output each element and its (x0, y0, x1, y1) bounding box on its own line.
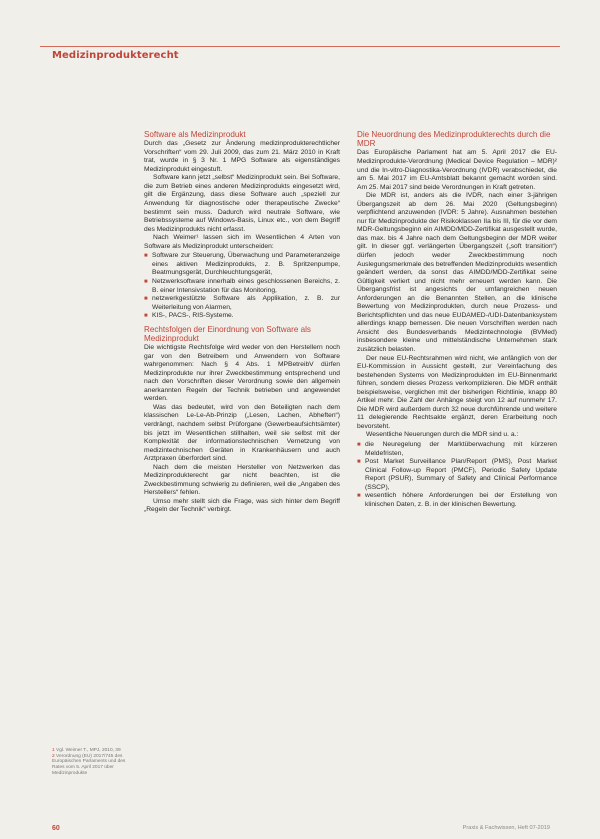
left-paragraph-2: Software kann jetzt „selbst“ Medizinprodukt sein. Bei Software, die zum Betrieb eines anderen Medizinprodukts eingesetzt wird, gilt die Ergänzung, dass diese Software auch „speziell zur Anwendung für diagnostische oder therapeutische Zwecke“ bestimmt sein muss. Dadurch wird neutrale Software, wie Betriebssysteme auf Windows-Basis, Linux etc., von dem Begriff des Medizinprodukts nicht erfasst. (144, 174, 340, 233)
page-number: 60 (52, 825, 60, 832)
bullet-icon: ■ (144, 278, 148, 285)
list-item: ■ wesentlich höhere Anforderungen bei der Erstellung von klinischen Daten, z. B. in der klinischen Bewertung. (357, 492, 557, 508)
list-item: ■ Netzwerksoftware innerhalb eines geschlossenen Bereichs, z. B. einer Intensivstation für das Monitoring, (144, 277, 340, 294)
right-paragraph-4: Wesentliche Neuerungen durch die MDR sind u. a.: (366, 431, 519, 439)
footnote: 2 Verordnung (EU) 2017/745 des Europäischen Parlaments und des Rates vom 5. April 2017 über Medizinprodukte (52, 753, 126, 776)
bullet-icon: ■ (144, 296, 148, 303)
left-heading-2: Rechtsfolgen der Einordnung von Software als Medizinprodukt (144, 324, 311, 343)
right-column (357, 130, 557, 510)
bullet-icon: ■ (144, 313, 148, 320)
running-head: Medizinprodukterecht (52, 50, 179, 61)
left-bullet-list (144, 252, 340, 320)
left-heading-1: Software als Medizinprodukt (144, 130, 246, 139)
right-heading-1: Die Neuordnung des Medizinprodukterechts durch die MDR (357, 130, 551, 149)
list-item: ■ netzwerkgestützte Software als Applikation, z. B. zur Weiterleitung von Alarmen, (144, 295, 340, 311)
list-item: ■ KIS-, PACS-, RIS-Systeme. (144, 312, 234, 320)
left-paragraph-5: Was das bedeutet, wird von den Beteiligten nach dem klassischen Le-Le-Ab-Prinzip („Lesen, Lachen, Abheften“) verdrängt, nachdem selbst Prüforgane (Gewerbeaufsichtsämter) bis jetzt im Wesentlichen stillhalten, weil sie selbst mit der Komplexität der informationstechnischen Vernetzung von medizintechnischen Geräten in Krankenhäusern und auch Arztpraxen überfordert sind. (144, 403, 340, 463)
left-paragraph-1: Durch das „Gesetz zur Änderung medizinprodukterechtlicher Vorschriften“ vom 29. Juli 2009, das zum 21. März 2010 in Kraft trat, wurde in § 3 Nr. 1 MPG Software als eigenständiges Medizinprodukt eingestuft. (144, 140, 340, 173)
right-paragraph-3: Der neue EU-Rechtsrahmen wird nicht, wie anfänglich von der EU-Kommission in Aussicht gestellt, zur Vereinfachung des bestehenden Systems von Medizinprodukten im EU-Binnenmarkt führen, sondern dieses Prozess verkomplizieren. Die MDR enthält beispielsweise, verglichen mit der bisherigen Richtlinie, knapp 80 Artikel mehr. Die Zahl der Anhänge steigt von 12 auf nunmehr 17. Die MDR wird außerdem durch 32 neue durchführende und weitere 11 delegierende Rechtsakte ergänzt, deren Erarbeitung noch bevorsteht. (357, 354, 557, 430)
bullet-icon: ■ (357, 493, 361, 500)
bullet-icon: ■ (357, 459, 361, 466)
left-paragraph-3: Nach Weimer¹ lassen sich im Wesentlichen 4 Arten von Software als Medizinprodukt unterscheiden: (144, 234, 340, 250)
top-rule (40, 46, 560, 47)
list-item: ■ Software zur Steuerung, Überwachung und Parameteranzeige eines aktiven Medizinprodukts, z. B. Spritzenpumpe, Beatmungsgerät, Durchleuchtungsgerät, (144, 252, 340, 277)
footnote: 1 Vgl. Weimer T., MPJ, 2010, 39 (52, 748, 121, 753)
list-item: ■ Post Market Surveillance Plan/Report (PMS), Post Market Clinical Follow-up Report (PMCF), Periodic Safety Update Report (PSUR), Summary of Safety and Clinical Performance (SSCP), (357, 458, 557, 491)
right-paragraph-1: Das Europäische Parlament hat am 5. April 2017 die EU-Medizinprodukte-Verordnung (Medical Device Regulation – MDR)² und die In-vitro-Diagnostika-Verordnung (IVDR) verabschiedet, die am 5. Mai 2017 im EU-Amtsblatt bekannt gemacht worden sind. Am 25. Mai 2017 sind beide Verordnungen in Kraft getreten. (357, 149, 557, 191)
bullet-icon: ■ (357, 442, 361, 448)
footer-source: Praxis & Fachwissen, Heft 07-2019 (462, 825, 550, 831)
left-paragraph-7: Umso mehr stellt sich die Frage, was sich hinter dem Begriff „Regeln der Technik“ verbirgt. (144, 497, 340, 514)
bullet-icon: ■ (144, 253, 148, 260)
list-item: ■ die Neuregelung der Marktüberwachung mit kürzeren Meldefristen, (357, 441, 557, 457)
right-bullet-list (357, 441, 557, 509)
margin-notes (52, 748, 134, 777)
left-column (144, 130, 340, 515)
left-paragraph-4: Die wichtigste Rechtsfolge wird weder von den Herstellern noch gar von den Betreibern und Anwendern von Software wahrgenommen: Nach § 4 Abs. 1 MPBetreibV dürfen Medizinprodukte nur ihrer Zweckbestimmung entsprechend und nach den Vorschriften dieser Verordnung sowie den allgemein anerkannten Regeln der Technik betrieben und angewendet werden. (144, 344, 340, 403)
left-paragraph-6: Nach dem die meisten Hersteller von Netzwerken das Medizinprodukterecht gar nicht beachten, ist die Zweckbestimmung schwierig zu definieren, weil die „Angaben des Herstellers“ fehlen. (144, 463, 340, 497)
right-paragraph-2: Die MDR ist, anders als die IVDR, nach einer 3-jährigen Übergangszeit ab dem 26. Mai 2020 (Geltungsbeginn) verpflichtend anzuwenden (IVDR: 5 Jahre). Ausnahmen bestehen nur für Medizinprodukte der Risikoklassen IIa bis III, für die vor dem MDR-Geltungsbeginn ein AIMDD/MDD-Zertifikat ausgestellt wurde, das max. bis 4 Jahre nach dem Geltungsbeginn der MDR weiter gilt. In dieser ggf. verlängerten Übergangszeit („soft transition“) dürfen jedoch weder Zweckbestimmung noch Auslegungsmerkmale des betreffenden Medizinprodukts wesentlich geändert werden, da sonst das AIMDD/MDD-Zertifikat seine Gültigkeit verliert und nicht mehr erneuert werden kann. Die Übergangsfrist ist angesichts der umfangreichen neuen Anforderungen an die Benannten Stellen, an die klinische Bewertung von Medizinprodukten, durch neue Prozess- und Berichtspflichten und das neue EUDAMED-/UDI-Datenbanksystem allerdings knapp bemessen. Die neuen Vorschriften werden nach Ansicht des Bundesverbands Medizintechnologie (BVMed) insbesondere kleine und mittelständische Unternehmen stark zusätzlich belasten. (357, 192, 557, 353)
